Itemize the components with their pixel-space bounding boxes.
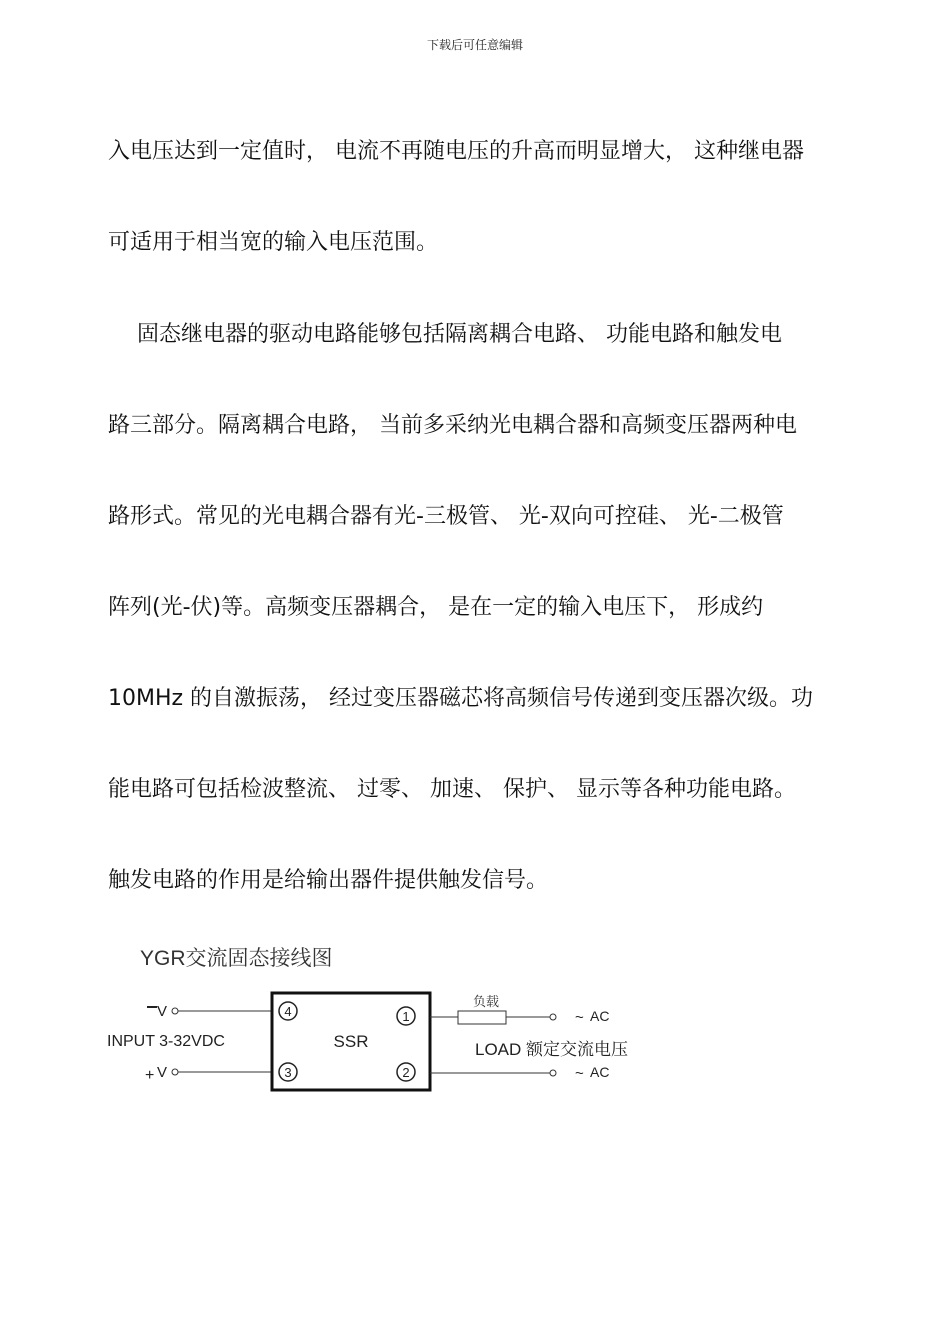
diagram-title: YGR交流固态接线图: [140, 947, 333, 970]
wiring-diagram: [100, 935, 660, 1105]
load-label: LOAD 额定交流电压: [475, 1040, 629, 1059]
body-line: 入电压达到一定值时， 电流不再随电压的升高而明显增大， 这种继电器: [108, 139, 804, 164]
ac-top-tilde: ~: [575, 1009, 584, 1026]
pin-2-label: 2: [402, 1065, 410, 1080]
body-line: 触发电路的作用是给输出器件提供触发信号。: [108, 868, 549, 893]
ssr-label: SSR: [333, 1032, 369, 1051]
input-label: INPUT 3-32VDC: [107, 1033, 225, 1050]
body-line: 阵列(光-伏)等。高频变压器耦合， 是在一定的输入电压下， 形成约: [108, 595, 764, 620]
ac-bottom-tilde: ~: [575, 1065, 584, 1082]
terminal-ac-bottom: [550, 1070, 556, 1076]
ac-top-label: AC: [590, 1008, 610, 1024]
load-resistor-label: 负载: [472, 995, 500, 1010]
terminal-minus: [172, 1008, 178, 1014]
terminal-plus: [172, 1069, 178, 1075]
ac-bottom-label: AC: [590, 1064, 610, 1080]
terminal-ac-top: [550, 1014, 556, 1020]
body-line: 固态继电器的驱动电路能够包括隔离耦合电路、 功能电路和触发电: [108, 322, 782, 347]
body-line: 10MHz 的自激振荡， 经过变压器磁芯将高频信号传递到变压器次级。功: [108, 686, 814, 711]
body-line: 可适用于相当宽的输入电压范围。: [108, 230, 439, 255]
pin-3-label: 3: [284, 1065, 292, 1080]
pin-1-label: 1: [402, 1009, 410, 1024]
pin-4-label: 4: [284, 1004, 292, 1019]
body-line: 路三部分。隔离耦合电路， 当前多采纳光电耦合器和高频变压器两种电: [108, 413, 797, 438]
wiring-diagram-svg: [100, 935, 660, 1105]
body-line: 能电路可包括检波整流、 过零、 加速、 保护、 显示等各种功能电路。: [108, 777, 796, 802]
minus-v-label: V: [157, 1003, 168, 1020]
plus-v-label: V: [157, 1064, 168, 1081]
page-header: 下载后可任意编辑: [426, 38, 523, 52]
load-resistor: [458, 1011, 506, 1024]
body-line: 路形式。常见的光电耦合器有光-三极管、 光-双向可控硅、 光-二极管: [108, 504, 784, 529]
plus-sign: +: [145, 1067, 155, 1084]
